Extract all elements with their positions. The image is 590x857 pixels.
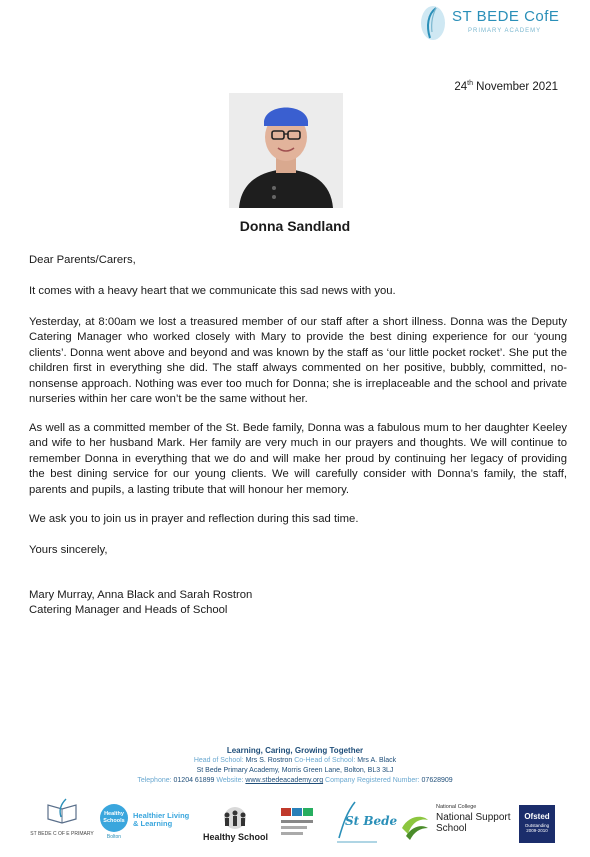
letter-date [454, 80, 558, 93]
national-college-swoosh-icon [398, 808, 432, 842]
website-label: Website: [216, 777, 244, 784]
children-group-icon [203, 806, 267, 832]
head-value: Mrs S. Rostron [243, 757, 295, 764]
paragraph-3: As well as a committed member of the St. Bede family, Donna was a fabulous mum to her daughter Keeley and wife to her husband Mark. Her family are very much in our prayers and thoughts. We will continue to remember Donna in everything that we do and will make her proud by continuing her legacy of providing the best dining service for our young clients. We will carefully consider with Donna’s family, the staff, parents and pupils, a lasting tribute that will honour her memory. [29, 422, 567, 496]
national-support-text: National Support School [436, 812, 511, 834]
stbede-primary-text: ST BEDE C OF E PRIMARY [30, 831, 94, 837]
ofsted-years-text: 2009-2010 [526, 828, 548, 833]
school-motto: Learning, Caring, Growing Together [226, 746, 364, 755]
person-portrait-icon [229, 93, 343, 208]
telephone-label: Telephone: [137, 777, 172, 784]
signatories: Mary Murray, Anna Black and Sarah Rostron [29, 589, 253, 601]
staff-photo [229, 93, 343, 208]
school-logo [418, 4, 578, 46]
website-link[interactable]: www.stbedeacademy.org [245, 777, 324, 784]
national-support-school-logo [398, 804, 516, 844]
company-label: Company Registered Number: [323, 777, 420, 784]
international-school-award-icon [279, 806, 315, 840]
ofsted-logo [519, 805, 555, 843]
healthier-living-text: Healthier Living & Learning [133, 811, 190, 828]
healthy-schools-badge: Healthy Schools [100, 804, 128, 832]
signatory-role: Catering Manager and Heads of School [29, 604, 228, 616]
logo-title: ST BEDE CofE [452, 8, 560, 25]
british-council-logo [279, 806, 315, 840]
date-month-year: November 2021 [472, 80, 558, 93]
address-line: St Bede Primary Academy, Morris Green Lane, Bolton, BL3 3LJ [196, 767, 394, 774]
stbede-primary-logo [30, 797, 94, 847]
ofsted-text: Ofsted [524, 812, 550, 821]
healthy-school-logo [203, 806, 267, 846]
quill-icon [418, 4, 448, 42]
healthy-schools-bolton-logo [100, 804, 130, 844]
paragraph-4: We ask you to join us in prayer and reflection during this sad time. [29, 513, 359, 525]
book-quill-icon [30, 797, 94, 827]
healthy-schools-sub: Bolton [106, 834, 122, 840]
cohead-value: Mrs A. Black [355, 757, 397, 764]
date-suffix: th [467, 80, 473, 87]
staff-name: Donna Sandland [239, 218, 351, 234]
paragraph-2: Yesterday, at 8:00am we lost a treasured member of our staff after a short illness. Donna was the Deputy Catering Manager who worked closely with Mary to provide the best dining experience for our ‘young clients’. Donna went above and beyond and was known by the staff as ‘our little pocket rocket’. She put the children first in everything she did. The staff always commented on her positive, bubbly, committed, no-nonsense approach. Nothing was ever too much for Donna; she is irreplaceable and the school and private nurseries within her care won’t be the same without her. [29, 316, 567, 406]
healthy-school-text: Healthy School [203, 832, 269, 842]
telephone-value: 01204 61899 [171, 777, 217, 784]
heads-line [0, 756, 590, 766]
date-day: 24 [454, 80, 468, 93]
closing: Yours sincerely, [29, 544, 108, 556]
ofsted-sub-text: Outstanding [524, 823, 550, 828]
paragraph-1: It comes with a heavy heart that we communicate this sad news with you. [29, 285, 396, 297]
st-bede-script-logo [331, 798, 398, 844]
cohead-label: Co-Head of School: [294, 757, 356, 764]
logo-subtitle: PRIMARY ACADEMY [468, 28, 542, 34]
national-college-text: National College [436, 804, 477, 810]
head-label: Head of School: [193, 757, 244, 764]
company-value: 07628909 [419, 777, 453, 784]
contact-line [0, 776, 590, 786]
salutation: Dear Parents/Carers, [29, 254, 136, 266]
st-bede-script-text: St Bede [345, 814, 398, 828]
